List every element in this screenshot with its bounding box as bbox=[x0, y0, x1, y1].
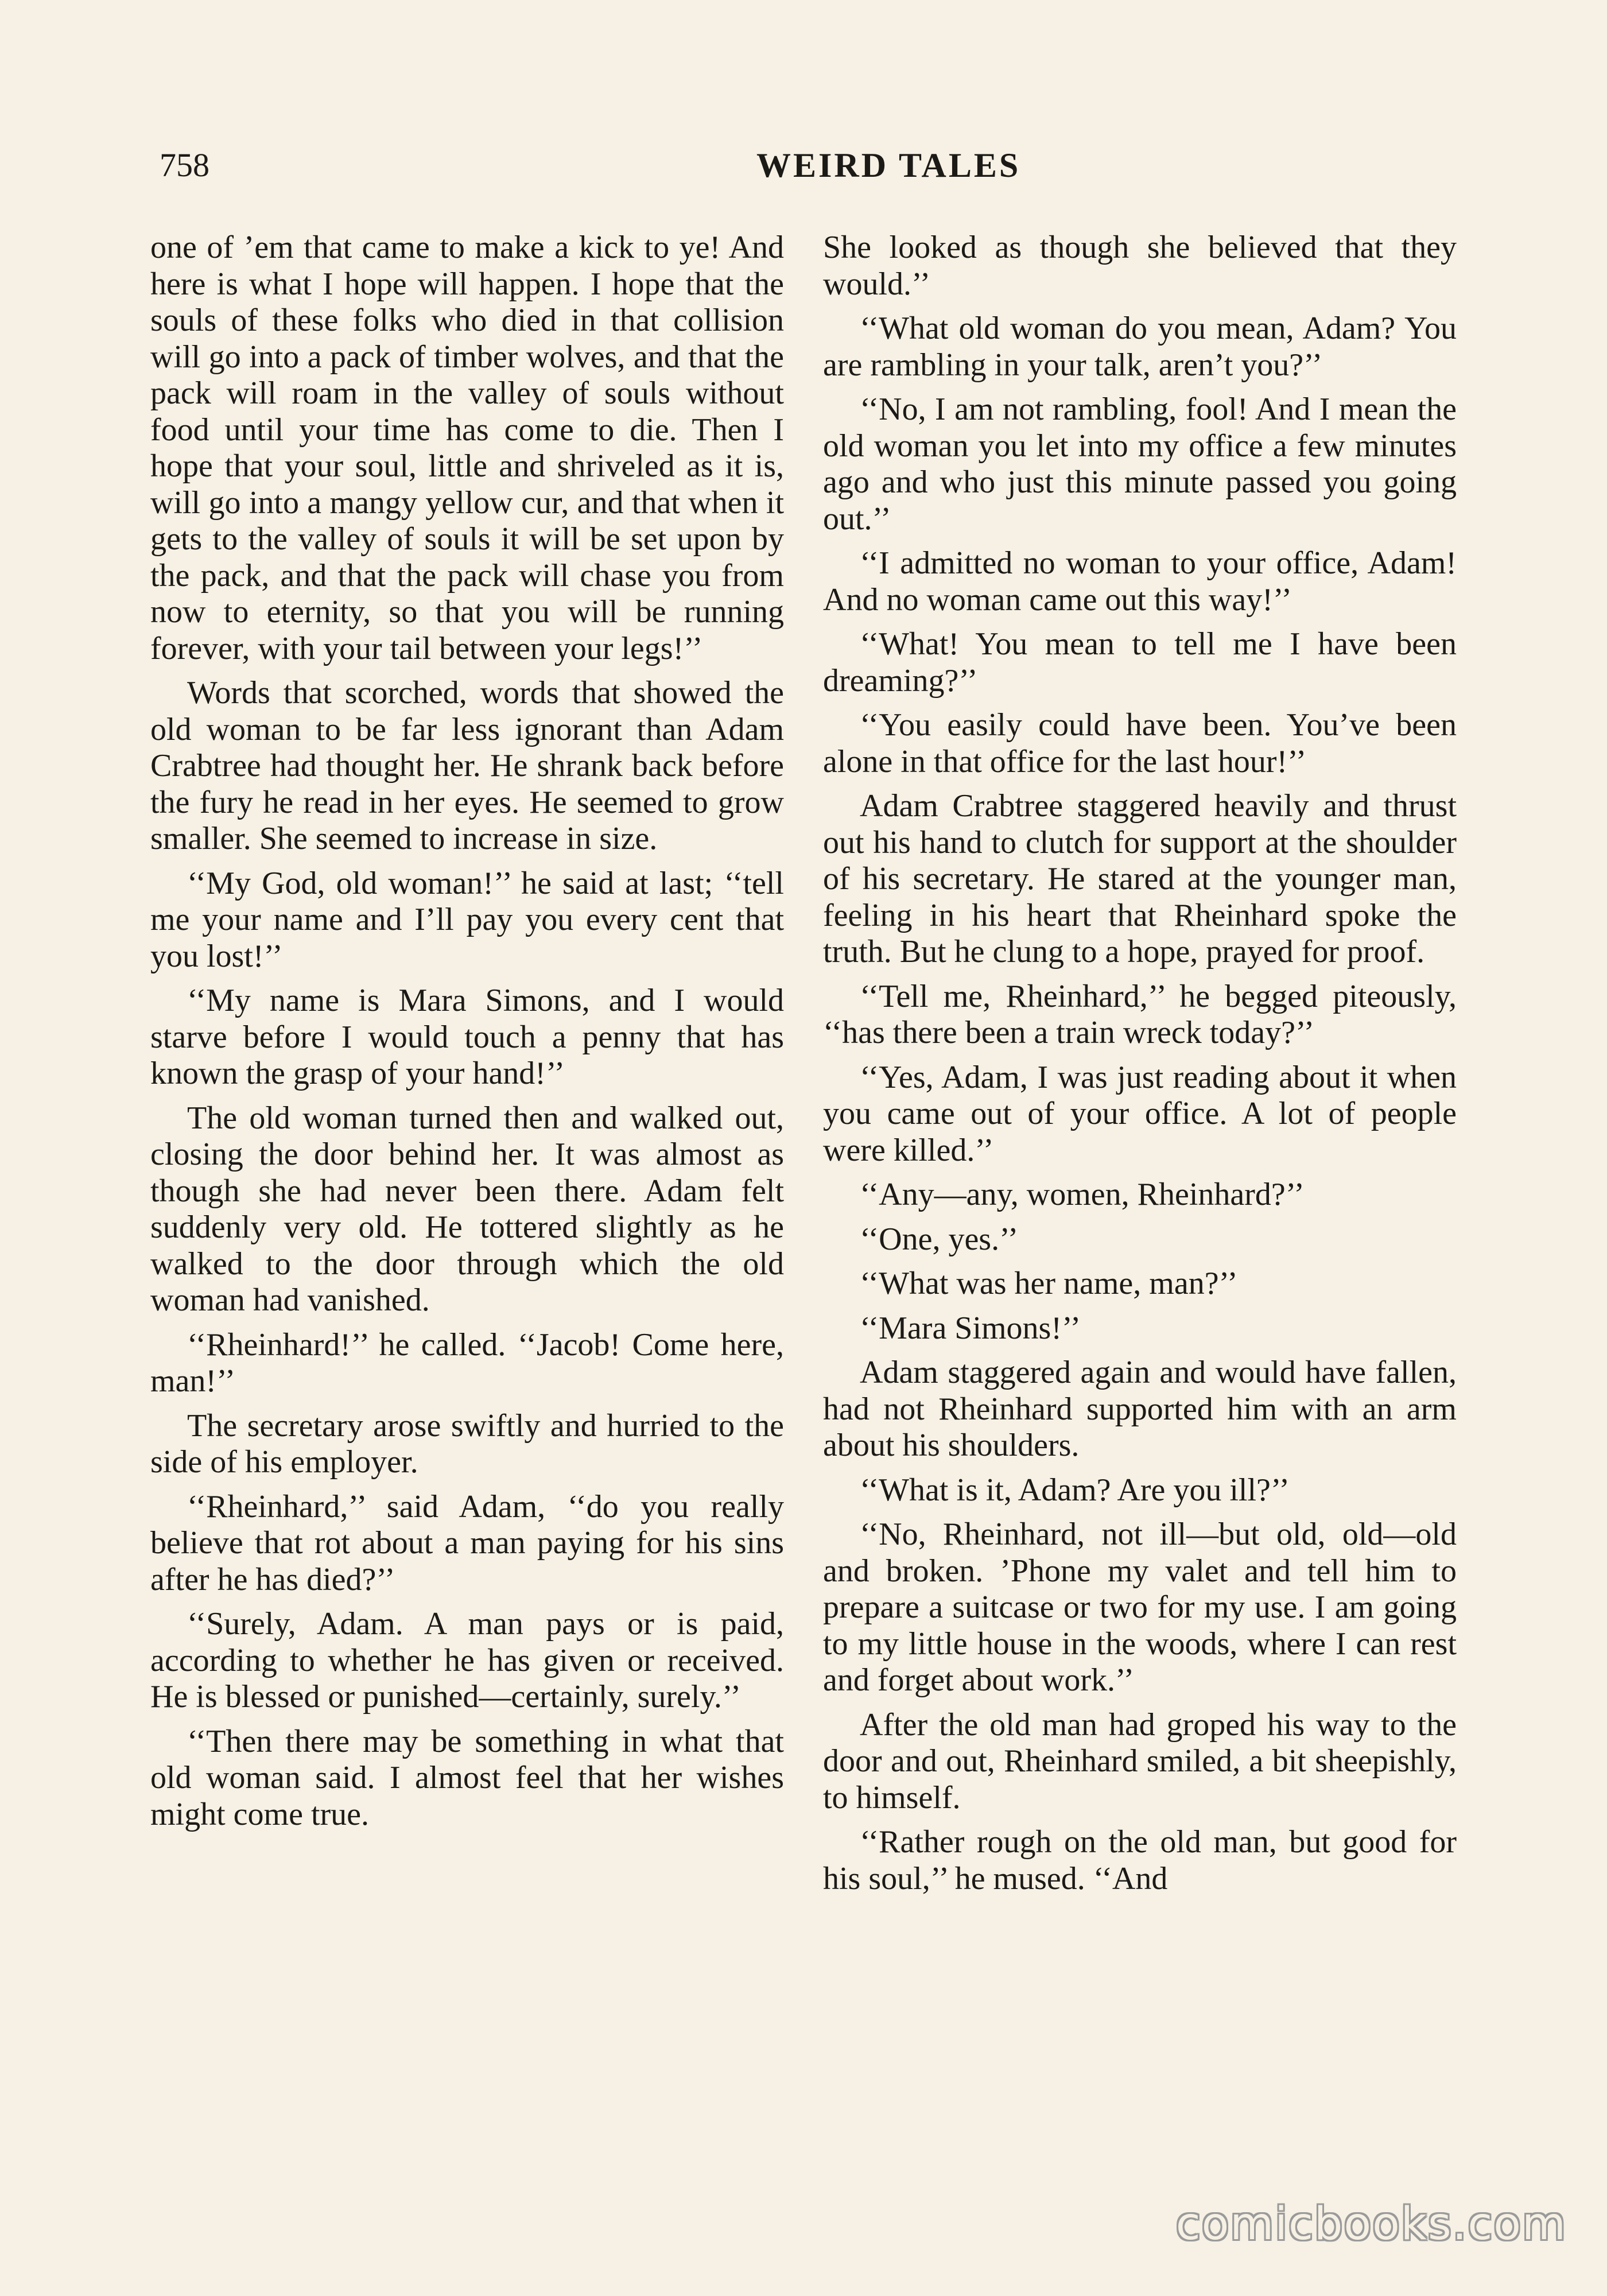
right-column bbox=[823, 230, 1457, 2152]
paragraph: ‘‘Then there may be something in what that old woman said. I almost feel that her wishes might come true. bbox=[150, 1723, 784, 1832]
paragraph: ‘‘Mara Simons!’’ bbox=[860, 1310, 1081, 1346]
paragraph: Words that scorched, words that showed the old woman to be far less ignorant than Adam Crabtree had thought her. He shrank back before the fury he read in her eyes. He seemed to grow smaller. She seemed to increase in size. bbox=[150, 675, 784, 856]
page-header bbox=[160, 142, 1480, 188]
paragraph: ‘‘No, I am not rambling, fool! And I mean the old woman you let into my office a few minutes ago and who just this minute passed you going out.’’ bbox=[823, 391, 1457, 537]
paragraph: ‘‘You easily could have been. You’ve been alone in that office for the last hour!’’ bbox=[823, 707, 1457, 779]
paragraph: After the old man had groped his way to the door and out, Rheinhard smiled, a bit sheepishly, to himself. bbox=[823, 1707, 1457, 1816]
paragraph: ‘‘Any—any, women, Rheinhard?’’ bbox=[860, 1177, 1305, 1212]
paragraph: ‘‘What old woman do you mean, Adam? You are rambling in your talk, aren’t you?’’ bbox=[823, 311, 1457, 383]
paragraph: ‘‘What was her name, man?’’ bbox=[860, 1266, 1238, 1301]
paragraph: ‘‘Rheinhard,’’ said Adam, ‘‘do you really believe that rot about a man paying for his sins after he has died?’’ bbox=[150, 1488, 784, 1597]
paragraph: ‘‘Rather rough on the old man, but good for his soul,’’ he mused. ‘‘And bbox=[823, 1824, 1457, 1896]
paragraph: ‘‘My name is Mara Simons, and I would starve before I would touch a penny that has known the grasp of your hand!’’ bbox=[150, 983, 784, 1091]
paragraph: ‘‘One, yes.’’ bbox=[860, 1221, 1019, 1257]
paragraph: one of ’em that came to make a kick to ye! And here is what I hope will happen. I hope that the souls of these folks who died in that collision will go into a pack of timber wolves, and that the pack will roam in the valley of souls without food until your time has come to die. Then I hope that your soul, little and shriveled as it is, will go into a mangy yellow cur, and that when it gets to the valley of souls it will be set upon by the pack, and that the pack will chase you from now to eternity, so that you will be running forever, with your tail between your legs!’’ bbox=[150, 230, 784, 666]
paragraph: ‘‘Rheinhard!’’ he called. ‘‘Jacob! Come here, man!’’ bbox=[150, 1327, 784, 1399]
left-column bbox=[150, 230, 784, 2152]
paragraph: ‘‘My God, old woman!’’ he said at last; ‘‘tell me your name and I’ll pay you every cent that you lost!’’ bbox=[150, 865, 784, 974]
paragraph: ‘‘I admitted no woman to your office, Adam! And no woman came out this way!’’ bbox=[823, 545, 1457, 618]
running-head: WEIRD TALES bbox=[756, 146, 1021, 184]
paragraph: Adam staggered again and would have fallen, had not Rheinhard supported him with an arm about his shoulders. bbox=[823, 1355, 1457, 1463]
paragraph: The old woman turned then and walked out, closing the door behind her. It was almost as though she had never been there. Adam felt suddenly very old. He tottered slightly as he walked to the door through which the old woman had vanished. bbox=[150, 1100, 784, 1318]
paragraph: The secretary arose swiftly and hurried to the side of his employer. bbox=[150, 1407, 784, 1480]
paragraph: Adam Crabtree staggered heavily and thrust out his hand to clutch for support at the shoulder of his secretary. He stared at the younger man, feeling in his heart that Rheinhard spoke the truth. But he clung to a hope, prayed for proof. bbox=[823, 788, 1457, 969]
watermark: comicbooks.com bbox=[1175, 2198, 1567, 2250]
paragraph: ‘‘Surely, Adam. A man pays or is paid, according to whether he has given or received. He is blessed or punished—certainly, surely.’’ bbox=[150, 1606, 784, 1715]
paragraph: ‘‘What! You mean to tell me I have been dreaming?’’ bbox=[823, 626, 1457, 699]
paragraph: ‘‘No, Rheinhard, not ill—but old, old—old and broken. ’Phone my valet and tell him to prepare a suitcase or two for my use. I am going to my little house in the woods, where I can rest and forget about work.’’ bbox=[823, 1517, 1457, 1698]
paragraph: ‘‘Tell me, Rheinhard,’’ he begged piteously, ‘‘has there been a train wreck today?’’ bbox=[823, 978, 1457, 1050]
paragraph: ‘‘Yes, Adam, I was just reading about it when you came out of your office. A lot of people were killed.’’ bbox=[823, 1059, 1457, 1168]
paragraph: ‘‘What is it, Adam? Are you ill?’’ bbox=[860, 1472, 1290, 1508]
page-number: 758 bbox=[160, 146, 209, 184]
paragraph: She looked as though she believed that they would.’’ bbox=[823, 230, 1457, 302]
